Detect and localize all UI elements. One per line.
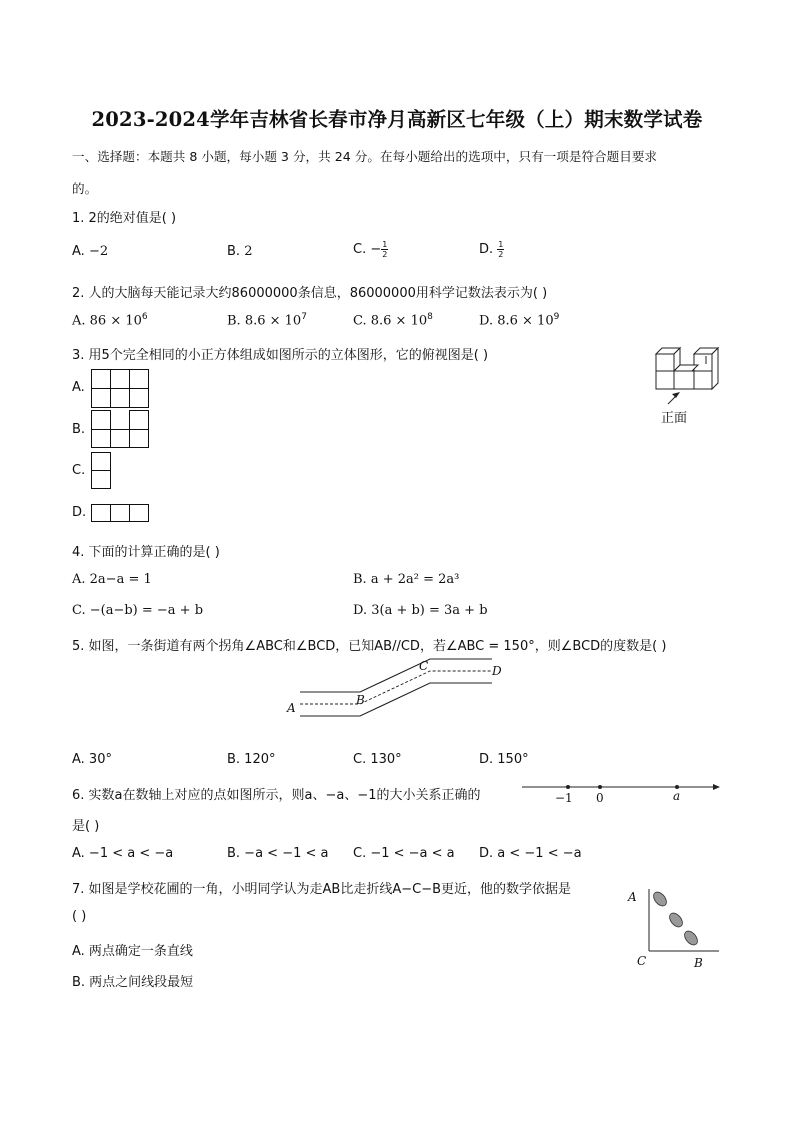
q6-stem-line2: 是( ) bbox=[72, 819, 100, 834]
q7-stem-line1: 7. 如图是学校花圃的一角，小明同学认为走AB比走折线A−C−B更近，他的数学依据是 bbox=[72, 882, 572, 897]
q7-option-a: A. 两点确定一条直线 bbox=[72, 944, 193, 959]
q7-option-b: B. 两点之间线段最短 bbox=[72, 975, 194, 990]
q5-option-b: B. 120° bbox=[227, 752, 276, 767]
q6-tick-zero: 0 bbox=[596, 791, 604, 805]
q5-option-c: C. 130° bbox=[353, 752, 402, 767]
q2-option-b: B. $8.6 \times 10^7$ bbox=[227, 312, 307, 329]
q5-option-d: D. 150° bbox=[479, 752, 529, 767]
q3-option-b-label: B. bbox=[72, 422, 86, 437]
q6-tick-a: a bbox=[673, 789, 681, 803]
q6-stem-line1: 6. 实数a在数轴上对应的点如图所示，则a、−a、−1的大小关系正确的 bbox=[72, 788, 481, 803]
q3-option-c-label: C. bbox=[72, 463, 86, 478]
q7-label-b: B bbox=[694, 956, 703, 970]
q7-garden-figure bbox=[625, 883, 725, 973]
q5-label-b: B bbox=[356, 693, 365, 707]
q4-option-c: C. −(a−b) = −a + b bbox=[72, 603, 204, 618]
q3-option-d-label: D. bbox=[72, 505, 87, 520]
q6-option-d: D. a < −1 < −a bbox=[479, 846, 582, 861]
q1-option-a: A. −2 bbox=[72, 244, 109, 259]
q5-label-d: D bbox=[492, 664, 502, 678]
section-header-line2: 的。 bbox=[72, 181, 98, 196]
q5-label-a: A bbox=[287, 701, 296, 715]
q5-stem: 5. 如图，一条街道有两个拐角∠ABC和∠BCD，已知AB//CD，若∠ABC = 150°，则∠BCD的度数是( ) bbox=[72, 639, 667, 654]
q6-tick-minus-one: −1 bbox=[555, 791, 573, 805]
section-header-line1: 一、选择题：本题共 8 小题，每小题 3 分，共 24 分。在每小题给出的选项中，只有一项是符合题目要求 bbox=[72, 149, 658, 164]
q1-stem: 1. 2的绝对值是( ) bbox=[72, 211, 177, 226]
q6-option-c: C. −1 < −a < a bbox=[353, 846, 455, 861]
q4-option-b: B. a + 2a² = 2a³ bbox=[353, 572, 460, 587]
q6-option-b: B. −a < −1 < a bbox=[227, 846, 329, 861]
q2-option-d: D. $8.6 \times 10^9$ bbox=[479, 312, 560, 329]
q2-option-a: A. $86 \times 10^6$ bbox=[72, 312, 148, 329]
q7-label-c: C bbox=[637, 954, 647, 968]
q6-number-line bbox=[520, 778, 725, 806]
q3-option-a-label: A. bbox=[72, 380, 85, 395]
q7-stem-line2: ( ) bbox=[72, 909, 87, 924]
q1-option-b: B. 2 bbox=[227, 244, 253, 259]
q2-option-c: C. $8.6 \times 10^8$ bbox=[353, 312, 433, 329]
q4-option-a: A. 2a−a = 1 bbox=[72, 572, 152, 587]
q3-stem: 3. 用5个完全相同的小正方体组成如图所示的立体图形，它的俯视图是( ) bbox=[72, 348, 489, 363]
q3-front-label: 正面 bbox=[661, 411, 688, 426]
q7-label-a: A bbox=[628, 890, 637, 904]
q5-street-figure bbox=[280, 655, 510, 725]
page-title: 2023-2024学年吉林省长春市净月高新区七年级（上）期末数学试卷 bbox=[91, 108, 703, 131]
q4-option-d: D. 3(a + b) = 3a + b bbox=[353, 603, 488, 618]
q5-option-a: A. 30° bbox=[72, 752, 112, 767]
q6-option-a: A. −1 < a < −a bbox=[72, 846, 174, 861]
q4-stem: 4. 下面的计算正确的是( ) bbox=[72, 545, 220, 560]
q1-option-c: C. − $\frac{1}{2}$ bbox=[353, 240, 388, 259]
q2-stem: 2. 人的大脑每天能记录大约86000000条信息，86000000用科学记数法表示为( ) bbox=[72, 286, 548, 301]
q1-option-d: D. $\frac{1}{2}$ bbox=[479, 240, 504, 259]
q5-label-c: C bbox=[419, 659, 429, 673]
